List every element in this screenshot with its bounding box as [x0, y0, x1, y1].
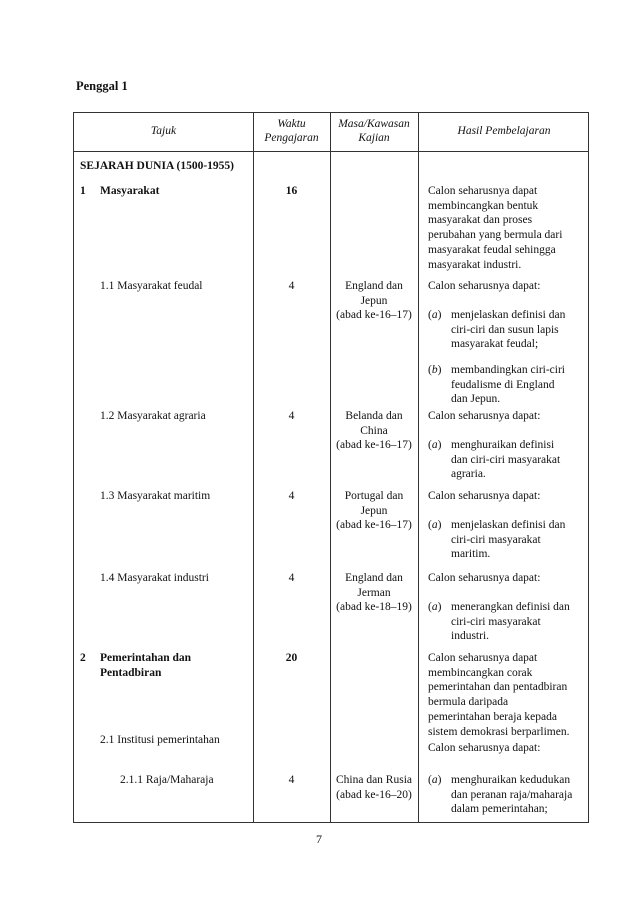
column-divider [330, 113, 331, 822]
subtopic-title: 1.2 Masyarakat agraria [100, 410, 206, 422]
outcome-intro: Calon seharusnya dapat: [428, 410, 541, 422]
subtopic-title: 1.4 Masyarakat industri [100, 572, 209, 584]
subtopic-title: 1.1 Masyarakat feudal [100, 280, 203, 292]
header-divider [74, 151, 588, 152]
subtopic-title: 1.3 Masyarakat maritim [100, 490, 211, 502]
subtopic-hours: 4 [288, 490, 295, 502]
column-divider [418, 113, 419, 822]
topic-title: Pemerintahan dan Pentadbiran [100, 652, 192, 679]
outcome-intro: Calon seharusnya dapat: [428, 280, 541, 292]
header-masa-kawasan: Masa/Kawasan Kajian [338, 118, 410, 144]
subtopic-region: England dan Jepun (abad ke-16–17) [336, 280, 412, 322]
topic-hours: 16 [285, 185, 298, 197]
subtopic-title: 2.1.1 Raja/Maharaja [120, 774, 214, 786]
main-title: SEJARAH DUNIA (1500-1955) [80, 160, 234, 172]
page-number: 7 [316, 832, 322, 846]
column-divider [253, 113, 254, 822]
subtopic-title: 2.1 Institusi pemerintahan [100, 734, 220, 746]
subtopic-hours: 4 [288, 410, 295, 422]
topic-title: Masyarakat [100, 185, 160, 197]
header-waktu: Waktu Pengajaran [264, 118, 319, 144]
section-title: Penggal 1 [76, 79, 128, 93]
topic-outcome: Calon seharusnya dapat membincangkan bentuk masyarakat dan proses perubahan yang bermula dari masyarakat feudal sehingga masyarakat industri. [428, 185, 563, 271]
topic-number: 1 [80, 185, 86, 197]
topic-number: 2 [80, 652, 86, 664]
header-hasil: Hasil Pembelajaran [457, 125, 551, 137]
syllabus-table: Tajuk Waktu Pengajaran Masa/Kawasan Kajian Hasil Pembelajaran SEJARAH DUNIA (1500-1955) 1 Masyarakat 16 Calon seharusnya dapat membincangkan bentuk masyarakat dan proses perubahan yang bermula dari masyarakat feudal sehingga masyarakat industri. 1.1 Masyarakat feudal 4 England dan Jepun (abad ke-16–17) Calon seharusnya dapat: (a) menjelaskan definisi dan ciri-ciri dan susun lapis masyarakat feudal; (b) membandingkan ciri-ciri feudalisme di England dan Jepun. 1.2 Masyarakat agraria 4 Belanda dan China (abad ke-16–17) Calon seharusnya dapat: (a) menghuraikan definisi dan ciri-ciri masyarakat agraria. 1.3 Masyarakat maritim 4 Portugal dan Jepun (abad ke-16–17) Calon seharusnya dapat: (a) menjelaskan definisi dan ciri-ciri masyarakat maritim. 1.4 Masyarakat industri 4 England dan Jerman (abad ke-18–19) Calon seharusnya dapat: (a) menerangkan definisi dan ciri-ciri masyarakat industri. 2 Pemerintahan dan Pentadbiran 20 Calon seharusnya dapat membincangkan corak pemerintahan dan pentadbiran bermula daripada pemerintahan beraja kepada sistem demokrasi berparlimen. 2.1 Institusi pemerintahan Calon seharusnya dapat: 2.1.1 Raja/Maharaja 4 China dan Rusia (abad ke-16–20) (a) menghuraikan kedudukan dan peranan raja/maharaja dalam pemerintahan; [73, 112, 589, 823]
outcome-intro: Calon seharusnya dapat: [428, 742, 541, 754]
topic-hours: 20 [285, 652, 298, 664]
subtopic-region: China dan Rusia (abad ke-16–20) [335, 774, 413, 801]
subtopic-hours: 4 [288, 774, 295, 786]
subtopic-region: Portugal dan Jepun (abad ke-16–17) [336, 490, 412, 532]
subtopic-hours: 4 [288, 572, 295, 584]
subtopic-region: Belanda dan China (abad ke-16–17) [336, 410, 412, 452]
header-tajuk: Tajuk [150, 125, 177, 137]
outcome-intro: Calon seharusnya dapat: [428, 490, 541, 502]
topic-outcome: Calon seharusnya dapat membincangkan corak pemerintahan dan pentadbiran bermula daripada pemerintahan beraja kepada sistem demokrasi berparlimen. [428, 652, 570, 738]
subtopic-hours: 4 [288, 280, 295, 292]
outcome-intro: Calon seharusnya dapat: [428, 572, 541, 584]
subtopic-region: England dan Jerman (abad ke-18–19) [336, 572, 412, 614]
